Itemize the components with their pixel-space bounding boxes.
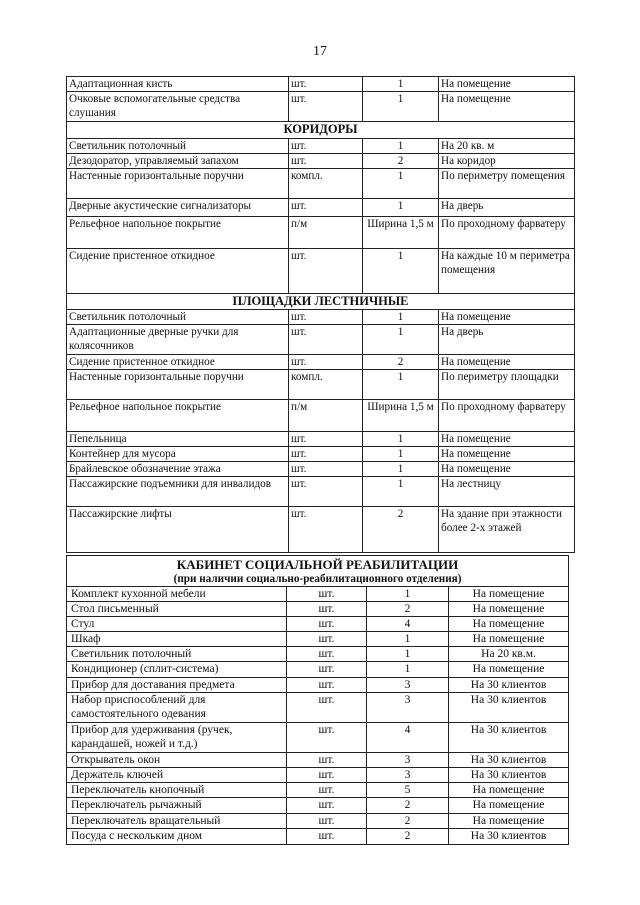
item-quantity: 2 (363, 507, 439, 553)
table-row (67, 693, 569, 723)
item-placement: На 30 клиентов (449, 723, 569, 753)
item-quantity: 1 (363, 462, 439, 477)
item-name: Брайлевское обозначение этажа (67, 462, 289, 477)
item-quantity: 3 (367, 753, 449, 768)
item-name: Кондиционер (сплит-система) (67, 662, 287, 678)
table-row (67, 92, 575, 122)
section-header (67, 556, 569, 587)
item-name: Посуда с нескольким дном (67, 829, 287, 845)
item-quantity: 1 (363, 477, 439, 507)
table-row (67, 814, 569, 829)
item-unit: шт. (289, 139, 363, 154)
item-name: Сидение пристенное откидное (67, 355, 289, 370)
item-name: Стол письменный (67, 602, 287, 617)
item-placement: На 30 клиентов (449, 753, 569, 768)
section-subtitle: (при наличии социально-реабилитационного отделения) (173, 573, 462, 585)
item-unit: шт. (287, 602, 367, 617)
item-quantity: 1 (367, 632, 449, 647)
item-name: Пассажирские лифты (67, 507, 289, 553)
item-name: Адаптационные дверные ручки для колясочников (67, 325, 289, 355)
table-row (67, 507, 575, 553)
table-row (67, 462, 575, 477)
item-placement: На помещение (439, 432, 575, 447)
item-name: Дезодоратор, управляемый запахом (67, 154, 289, 169)
item-name: Пассажирские подъемники для инвалидов (67, 477, 289, 507)
table-row (67, 355, 575, 370)
item-quantity: 1 (367, 647, 449, 662)
item-unit: шт. (289, 432, 363, 447)
table-row (67, 477, 575, 507)
item-unit: шт. (287, 693, 367, 723)
table-row (67, 199, 575, 217)
page-number: 17 (313, 44, 327, 59)
item-name: Светильник потолочный (67, 139, 289, 154)
item-name: Прибор для удерживания (ручек, карандашей, ножей и т.д.) (67, 723, 287, 753)
item-unit: шт. (289, 462, 363, 477)
item-quantity: 4 (367, 617, 449, 632)
item-quantity: 2 (367, 814, 449, 829)
item-quantity: 2 (367, 602, 449, 617)
section-header-row (67, 556, 569, 587)
table-row (67, 154, 575, 169)
item-quantity: 3 (367, 693, 449, 723)
item-placement: На помещение (449, 662, 569, 678)
item-unit: п/м (289, 400, 363, 432)
item-name: Рельефное напольное покрытие (67, 400, 289, 432)
item-quantity: 1 (363, 92, 439, 122)
item-placement: На помещение (439, 462, 575, 477)
section-header-row (67, 294, 575, 310)
item-unit: шт. (287, 829, 367, 845)
item-unit: шт. (287, 814, 367, 829)
item-name: Пепельница (67, 432, 289, 447)
item-unit: шт. (289, 249, 363, 294)
table-row (67, 617, 569, 632)
table-row (67, 325, 575, 355)
item-name: Шкаф (67, 632, 287, 647)
item-unit: шт. (287, 647, 367, 662)
item-placement: На помещение (439, 355, 575, 370)
table-row (67, 723, 569, 753)
item-name: Адаптационная кисть (67, 77, 289, 92)
item-name: Светильник потолочный (67, 647, 287, 662)
table-row (67, 798, 569, 814)
table-row (67, 169, 575, 199)
item-quantity: 2 (367, 829, 449, 845)
item-unit: шт. (289, 92, 363, 122)
item-quantity: Ширина 1,5 м (363, 217, 439, 249)
item-placement: На 30 клиентов (449, 829, 569, 845)
item-name: Переключатель вращательный (67, 814, 287, 829)
item-placement: На помещение (439, 92, 575, 122)
item-placement: На помещение (439, 310, 575, 325)
item-name: Стул (67, 617, 287, 632)
item-name: Очковые вспомогательные средства слушания (67, 92, 289, 122)
item-placement: На помещение (449, 814, 569, 829)
table-row (67, 217, 575, 249)
item-name: Настенные горизонтальные поручни (67, 370, 289, 400)
item-unit: шт. (289, 154, 363, 169)
item-unit: шт. (287, 617, 367, 632)
item-placement: На дверь (439, 325, 575, 355)
table-row (67, 678, 569, 693)
item-placement: По проходному фарватеру (439, 217, 575, 249)
table-row (67, 432, 575, 447)
item-unit: шт. (287, 783, 367, 798)
item-quantity: 1 (363, 139, 439, 154)
item-unit: шт. (289, 355, 363, 370)
item-name: Настенные горизонтальные поручни (67, 169, 289, 199)
item-quantity: 5 (367, 783, 449, 798)
item-name: Светильник потолочный (67, 310, 289, 325)
item-unit: компл. (289, 169, 363, 199)
section-title: КАБИНЕТ СОЦИАЛЬНОЙ РЕАБИЛИТАЦИИ (176, 557, 459, 572)
item-quantity: 1 (363, 370, 439, 400)
item-quantity: 1 (363, 447, 439, 462)
item-unit: шт. (287, 768, 367, 783)
table-row (67, 249, 575, 294)
item-quantity: 2 (363, 355, 439, 370)
item-placement: На дверь (439, 199, 575, 217)
table-row (67, 783, 569, 798)
item-placement: На 30 клиентов (449, 693, 569, 723)
table-row (67, 370, 575, 400)
section-title: КОРИДОРЫ (67, 122, 575, 139)
item-unit: шт. (287, 632, 367, 647)
item-unit: шт. (287, 587, 367, 602)
item-name: Переключатель кнопочный (67, 783, 287, 798)
item-placement: На помещение (439, 77, 575, 92)
item-name: Прибор для доставания предмета (67, 678, 287, 693)
section-header-row (67, 122, 575, 139)
item-unit: шт. (287, 723, 367, 753)
table-row (67, 753, 569, 768)
table-row (67, 447, 575, 462)
item-name: Комплект кухонной мебели (67, 587, 287, 602)
item-name: Сидение пристенное откидное (67, 249, 289, 294)
item-placement: На помещение (449, 602, 569, 617)
item-placement: На помещение (449, 798, 569, 814)
item-unit: шт. (289, 477, 363, 507)
item-unit: п/м (289, 217, 363, 249)
item-quantity: 1 (363, 432, 439, 447)
item-name: Контейнер для мусора (67, 447, 289, 462)
item-placement: На помещение (449, 632, 569, 647)
item-name: Рельефное напольное покрытие (67, 217, 289, 249)
item-placement: На помещение (449, 587, 569, 602)
item-quantity: 1 (363, 169, 439, 199)
item-unit: компл. (289, 370, 363, 400)
item-placement: На помещение (439, 447, 575, 462)
item-placement: На 30 клиентов (449, 678, 569, 693)
item-quantity: 1 (363, 199, 439, 217)
item-quantity: 3 (367, 678, 449, 693)
item-unit: шт. (289, 199, 363, 217)
item-unit: шт. (289, 507, 363, 553)
item-unit: шт. (287, 662, 367, 678)
item-quantity: 1 (367, 587, 449, 602)
item-placement: На помещение (449, 617, 569, 632)
item-unit: шт. (287, 753, 367, 768)
item-quantity: 1 (367, 662, 449, 678)
item-quantity: 1 (363, 249, 439, 294)
item-placement: На каждые 10 м периметра помещения (439, 249, 575, 294)
item-placement: На помещение (449, 783, 569, 798)
item-unit: шт. (289, 310, 363, 325)
item-quantity: 3 (367, 768, 449, 783)
item-placement: На здание при этажности более 2-х этажей (439, 507, 575, 553)
item-quantity: 2 (363, 154, 439, 169)
table-row (67, 647, 569, 662)
item-unit: шт. (289, 77, 363, 92)
table-row (67, 400, 575, 432)
item-unit: шт. (289, 447, 363, 462)
item-placement: На коридор (439, 154, 575, 169)
table-row (67, 662, 569, 678)
item-placement: По периметру помещения (439, 169, 575, 199)
item-unit: шт. (289, 325, 363, 355)
item-quantity: 1 (363, 77, 439, 92)
table-row (67, 310, 575, 325)
table-row (67, 139, 575, 154)
item-unit: шт. (287, 798, 367, 814)
item-name: Дверные акустические сигнализаторы (67, 199, 289, 217)
item-quantity: Ширина 1,5 м (363, 400, 439, 432)
equipment-table-social-rehab (66, 555, 569, 845)
item-quantity: 2 (367, 798, 449, 814)
item-name: Переключатель рычажный (67, 798, 287, 814)
item-name: Набор приспособлений для самостоятельного одевания (67, 693, 287, 723)
item-quantity: 1 (363, 325, 439, 355)
item-placement: По периметру площадки (439, 370, 575, 400)
item-quantity: 1 (363, 310, 439, 325)
item-placement: На лестницу (439, 477, 575, 507)
item-placement: На 30 клиентов (449, 768, 569, 783)
item-placement: На 20 кв. м (439, 139, 575, 154)
equipment-table-corridors-stairs (66, 76, 575, 553)
table-row (67, 632, 569, 647)
table-row (67, 602, 569, 617)
table-row (67, 768, 569, 783)
item-unit: шт. (287, 678, 367, 693)
table-row (67, 77, 575, 92)
section-title: ПЛОЩАДКИ ЛЕСТНИЧНЫЕ (67, 294, 575, 310)
table-row (67, 587, 569, 602)
item-name: Держатель ключей (67, 768, 287, 783)
item-placement: На 20 кв.м. (449, 647, 569, 662)
item-placement: По проходному фарватеру (439, 400, 575, 432)
table-row (67, 829, 569, 845)
item-quantity: 4 (367, 723, 449, 753)
item-name: Открыватель окон (67, 753, 287, 768)
